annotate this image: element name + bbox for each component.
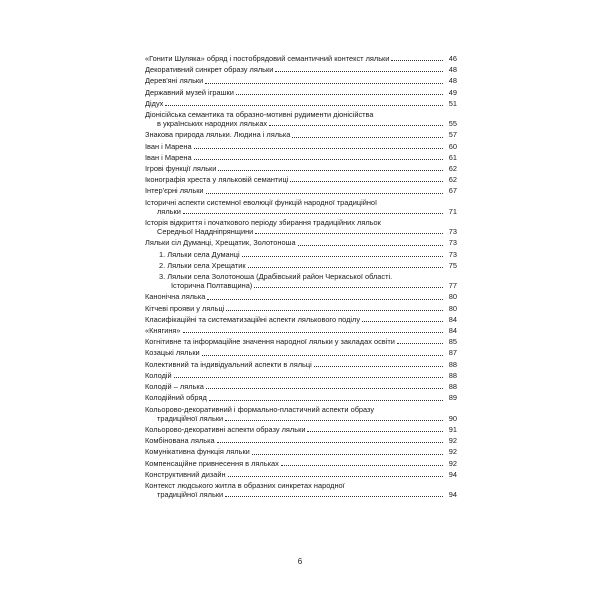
dot-leader [292,137,443,138]
toc-entry [145,337,457,348]
dot-leader [225,496,443,497]
toc-entry-title [145,130,445,139]
toc-entry-text: Комунікативна функція ляльки [145,447,250,457]
toc-entry-text: Колодій – лялька [145,382,204,392]
toc-entry-text: Кітчеві прояви у ляльці [145,303,225,313]
toc-entry-title [145,315,445,324]
toc-entry-text: в українських народних ляльках [157,119,268,129]
toc-entry-title [145,186,445,195]
dot-leader [391,60,443,61]
toc-entry [145,54,457,65]
toc-entry [145,315,457,326]
toc-entry [145,110,457,130]
dot-leader [206,388,443,389]
dot-leader [225,420,443,421]
toc-entry-text: традиційної ляльки [157,490,224,500]
toc-entry-text: Історичні аспекти системної еволюції функцій народної традиційної [145,197,378,207]
toc-entry-text: 3. Ляльки села Золотоноша (Драбівський район Черкаської області. [159,272,393,282]
toc-subentry [145,261,457,272]
dot-leader [397,343,443,344]
toc-entry-text: Колодій [145,370,172,380]
toc-entry [145,142,457,153]
toc-page-number: 75 [448,260,457,270]
toc-entry-title [145,459,445,468]
toc-page-number: 67 [448,186,457,196]
dot-leader [314,366,443,367]
toc-entry-title [145,250,445,259]
dot-leader [362,321,443,322]
toc-entry-title [145,405,445,423]
dot-leader [183,332,443,333]
toc-entry [145,99,457,110]
toc-entry-title [145,360,445,369]
toc-page-number: 92 [448,436,457,446]
toc-entry-title [145,76,445,85]
toc-entry-title [145,238,445,247]
toc-entry [145,292,457,303]
toc-entry-text: Кольорово-декоративні аспекти образу ляльки [145,424,306,434]
toc-entry-text: Когнітивне та інформаційне значення народної ляльки у закладах освіти [145,337,395,347]
toc-entry-title [145,393,445,402]
toc-page-number: 80 [448,292,457,302]
toc-entry [145,348,457,359]
toc-entry [145,436,457,447]
dot-leader [217,442,443,443]
toc-entry-text: Дідух [145,98,164,108]
toc-page-number: 91 [448,424,457,434]
toc-entry-title [145,88,445,97]
toc-page-number: 51 [448,98,457,108]
toc-entry-text: Історична Полтавщина) [171,281,253,291]
toc-entry-text: Конструктивний дизайн [145,469,226,479]
toc-entry-title [145,348,445,357]
toc-page-number: 84 [448,326,457,336]
toc-entry-text: Колективний та індивідуальний аспекти в ляльці [145,359,312,369]
toc-entry-text: Канонічна лялька [145,292,206,302]
toc-page-number: 60 [448,141,457,151]
toc-entry-text: Комбінована лялька [145,436,215,446]
toc-entry [145,186,457,197]
dot-leader [269,125,443,126]
toc-entry-title [145,272,445,290]
toc-entry [145,425,457,436]
toc-entry-text: 2. Ляльки села Хрещатик [159,260,246,270]
toc-page-number: 77 [448,281,457,291]
toc-page-number: 71 [448,206,457,216]
toc-entry-title [145,326,445,335]
toc-entry [145,164,457,175]
toc-entry-text: ляльки [157,206,181,216]
toc-entry-text: Колодійний обряд [145,393,207,403]
toc-page-number: 88 [448,359,457,369]
toc-entry [145,65,457,76]
dot-leader [228,476,443,477]
toc-entry-title [145,110,445,128]
dot-leader [255,233,443,234]
toc-entry-text: Іван і Марена [145,141,192,151]
toc-entry-title [145,436,445,445]
toc-entry [145,88,457,99]
toc-page-number: 73 [448,238,457,248]
toc-page-number: 88 [448,370,457,380]
toc-entry-text: традиційної ляльки [157,413,224,423]
toc-entry [145,459,457,470]
dot-leader [236,94,443,95]
toc-page-number: 48 [448,76,457,86]
toc-page-number: 57 [448,130,457,140]
toc-entry-title [145,65,445,74]
toc-entry-title [145,425,445,434]
toc-entry-text: Знакова природа ляльки. Людина і лялька [145,130,291,140]
toc-page-number: 49 [448,87,457,97]
toc-entry-title [145,470,445,479]
toc-entry-title [145,198,445,216]
toc-entry [145,360,457,371]
toc-entry-text: Державний музей іграшки [145,87,234,97]
toc-entry-text: Кольорово-декоративний і формально-пластичний аспекти образу [145,404,375,414]
toc-entry-text: Діонісійська семантика та образно-мотивні рудименти діонісійства [145,110,374,120]
toc-entry-title [145,447,445,456]
dot-leader [209,400,443,401]
toc-entry-title [145,371,445,380]
toc-entry-title [145,481,445,499]
toc-entry [145,481,457,501]
toc-entry-title [145,382,445,391]
dot-leader [226,310,443,311]
dot-leader [242,256,443,257]
dot-leader [298,245,443,246]
toc-entry-title [145,175,445,184]
toc-entry-title [145,164,445,173]
toc-subentry [145,272,457,292]
toc-entry [145,198,457,218]
toc-page-number: 62 [448,164,457,174]
toc-page-number: 80 [448,303,457,313]
toc-entry [145,382,457,393]
toc-entry-text: Контекст людського житла в образних синкретах народної [145,480,345,490]
toc-entry-text: Ігрові функції ляльки [145,164,217,174]
toc-entry-title [145,153,445,162]
toc-entry-text: Іконографія хреста у ляльковій семантиці [145,175,289,185]
toc-entry [145,304,457,315]
dot-leader [202,355,443,356]
dot-leader [194,159,443,160]
toc-entry-title [145,218,445,236]
toc-page-number: 87 [448,348,457,358]
toc-entry [145,470,457,481]
toc-page-number: 61 [448,152,457,162]
toc-entry-title [145,304,445,313]
dot-leader [218,170,443,171]
toc-entry-text: Середньої Наддніпрянщини [157,227,254,237]
toc-entry-text: «Княгиня» [145,326,181,336]
dot-leader [248,267,443,268]
toc-entry-title [145,54,445,63]
dot-leader [174,377,443,378]
toc-entry [145,326,457,337]
toc-entry-title [145,337,445,346]
toc-page-number: 48 [448,65,457,75]
dot-leader [194,148,443,149]
toc-entry-title [145,99,445,108]
toc-entry [145,218,457,238]
dot-leader [290,181,443,182]
dot-leader [205,83,443,84]
dot-leader [206,193,443,194]
toc-entry-text: 1. Ляльки села Думанці [159,249,240,259]
table-of-contents [145,54,457,501]
toc-entry [145,405,457,425]
toc-entry [145,76,457,87]
dot-leader [275,71,443,72]
toc-entry-title [145,142,445,151]
toc-page-number: 88 [448,382,457,392]
toc-entry [145,130,457,141]
dot-leader [281,465,443,466]
toc-entry [145,447,457,458]
toc-entry-text: Декоративний синкрет образу ляльки [145,65,274,75]
toc-page-number: 92 [448,458,457,468]
toc-entry [145,175,457,186]
toc-page-number: 90 [448,413,457,423]
toc-entry-text: Історія відкриття і початкового періоду збирання традиційних ляльок [145,218,381,228]
toc-page-number: 94 [448,469,457,479]
toc-page-number: 92 [448,447,457,457]
toc-entry-text: Дерев'яні ляльки [145,76,204,86]
toc-entry-text: «Гонити Шуляка» обряд і постобрядовий семантичний контекст ляльки [145,54,390,63]
toc-page-number: 46 [448,54,457,63]
dot-leader [165,105,443,106]
toc-page-number: 73 [448,227,457,237]
toc-entry-text: Класифікаційні та систематизаційні аспекти лялькового поділу [145,314,361,324]
toc-entry-text: Ляльки сіл Думанці, Хрещатик, Золотоноша [145,238,296,248]
toc-page-number: 84 [448,314,457,324]
toc-entry [145,238,457,249]
toc-entry-text: Інтер'єрні ляльки [145,186,204,196]
toc-entry [145,153,457,164]
toc-page-number: 94 [448,490,457,500]
toc-page-number: 55 [448,119,457,129]
toc-page-number: 73 [448,249,457,259]
toc-page-number: 62 [448,175,457,185]
toc-entry-text: Компенсаційне привнесення в ляльках [145,458,279,468]
toc-entry-text: Козацькі ляльки [145,348,200,358]
toc-subentry [145,250,457,261]
dot-leader [183,213,443,214]
toc-page-number: 89 [448,393,457,403]
toc-entry-title [145,261,445,270]
dot-leader [307,431,443,432]
page-number: 6 [297,557,303,566]
toc-entry [145,371,457,382]
dot-leader [252,454,443,455]
toc-page-number: 85 [448,337,457,347]
toc-entry-text: Іван і Марена [145,152,192,162]
toc-entry [145,393,457,404]
toc-entry-title [145,292,445,301]
dot-leader [207,299,443,300]
dot-leader [254,287,443,288]
